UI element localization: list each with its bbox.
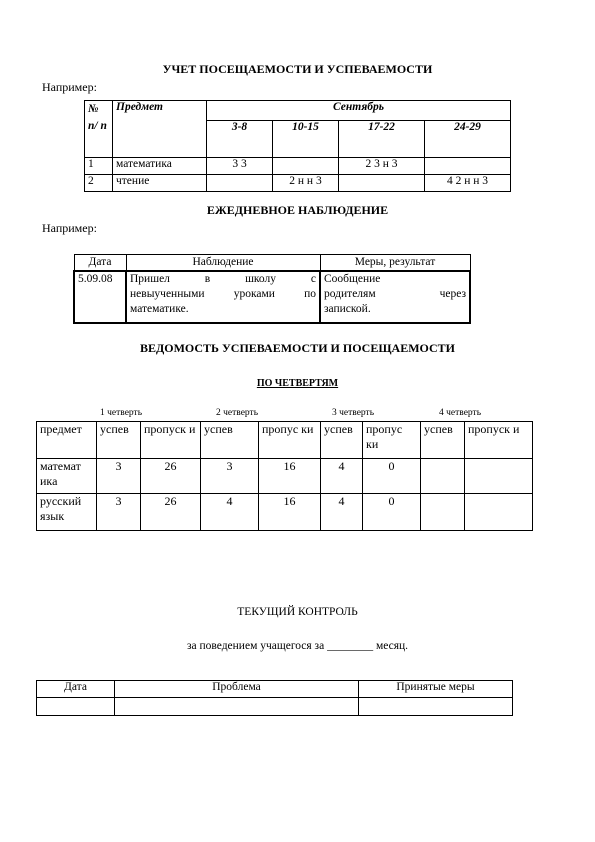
col-absences-header: пропуск и — [141, 422, 201, 459]
col-measures-header: Принятые меры — [359, 681, 513, 698]
value-cell: 0 — [363, 494, 421, 531]
grade-cell — [425, 158, 511, 175]
attendance-title: УЧЕТ ПОСЕЩАЕМОСТИ И УСПЕВАЕМОСТИ — [162, 62, 433, 76]
week-header: 24-29 — [425, 121, 511, 158]
grade-cell: 4 2 н н 3 — [425, 175, 511, 192]
table-row — [85, 158, 511, 175]
value-cell: 3 — [97, 459, 141, 494]
value-cell: 3 — [201, 459, 259, 494]
value-cell — [421, 459, 465, 494]
col-measures-header: Меры, результат — [320, 255, 470, 272]
example-label-1: Например: — [42, 80, 97, 94]
empty-cell — [115, 698, 359, 716]
col-progress-header: успев — [201, 422, 259, 459]
empty-cell — [359, 698, 513, 716]
report-title: ВЕДОМОСТЬ УСПЕВАЕМОСТИ И ПОСЕЩАЕМОСТИ — [139, 341, 456, 355]
col-date-header: Дата — [37, 681, 115, 698]
row-subject: русский язык — [37, 494, 97, 531]
col-problem-header: Проблема — [115, 681, 359, 698]
quarterly-table — [36, 421, 533, 531]
grade-cell: 3 3 — [207, 158, 273, 175]
week-header: 17-22 — [339, 121, 425, 158]
col-absences-header: пропус ки — [259, 422, 321, 459]
col-num-header: № п/ п — [85, 101, 113, 158]
week-header: 3-8 — [207, 121, 273, 158]
row-subject: математика — [113, 158, 207, 175]
table-row — [37, 494, 533, 531]
table-row — [37, 459, 533, 494]
grade-cell — [273, 158, 339, 175]
col-progress-header: успев — [421, 422, 465, 459]
observation-text: Пришел в школу с невыученными уроками по математике. — [126, 271, 320, 323]
col-observation-header: Наблюдение — [126, 255, 320, 272]
row-num: 1 — [85, 158, 113, 175]
value-cell: 4 — [201, 494, 259, 531]
example-label-2: Например: — [42, 221, 97, 235]
observation-date: 5.09.08 — [74, 271, 126, 323]
col-absences-header: пропуск и — [465, 422, 533, 459]
week-header: 10-15 — [273, 121, 339, 158]
grade-cell: 2 н н 3 — [273, 175, 339, 192]
table-row — [37, 698, 513, 716]
quarter-label: 4 четверть — [439, 408, 482, 418]
col-progress-header: успев — [97, 422, 141, 459]
current-control-subtitle: за поведением учащегося за ________ месяц. — [186, 640, 409, 652]
empty-cell — [37, 698, 115, 716]
measures-text: Сообщение родителям через запиской. — [320, 271, 470, 323]
quarter-label: 2 четверть — [216, 408, 259, 418]
value-cell: 16 — [259, 494, 321, 531]
row-subject: чтение — [113, 175, 207, 192]
value-cell — [465, 494, 533, 531]
col-subject-header: Предмет — [113, 101, 207, 158]
row-num: 2 — [85, 175, 113, 192]
table-row — [74, 271, 470, 323]
value-cell — [421, 494, 465, 531]
value-cell: 26 — [141, 459, 201, 494]
report-subtitle: ПО ЧЕТВЕРТЯМ — [256, 378, 339, 389]
daily-observation-title: ЕЖЕДНЕВНОЕ НАБЛЮДЕНИЕ — [206, 203, 389, 217]
grade-cell — [207, 175, 273, 192]
grade-cell — [339, 175, 425, 192]
quarter-label: 3 четверть — [332, 408, 375, 418]
value-cell: 26 — [141, 494, 201, 531]
col-subject-header: предмет — [37, 422, 97, 459]
value-cell — [465, 459, 533, 494]
value-cell: 16 — [259, 459, 321, 494]
col-month-header: Сентябрь — [207, 101, 511, 121]
grade-cell: 2 3 н 3 — [339, 158, 425, 175]
col-progress-header: успев — [321, 422, 363, 459]
current-control-title: ТЕКУЩИЙ КОНТРОЛЬ — [237, 606, 358, 618]
col-absences-header: пропус ки — [363, 422, 421, 459]
observation-table — [73, 254, 471, 324]
value-cell: 4 — [321, 459, 363, 494]
value-cell: 0 — [363, 459, 421, 494]
row-subject: математ ика — [37, 459, 97, 494]
attendance-table — [84, 100, 511, 192]
current-control-table — [36, 680, 513, 716]
value-cell: 3 — [97, 494, 141, 531]
quarter-label: 1 четверть — [100, 408, 143, 418]
value-cell: 4 — [321, 494, 363, 531]
col-date-header: Дата — [74, 255, 126, 272]
table-row — [85, 175, 511, 192]
